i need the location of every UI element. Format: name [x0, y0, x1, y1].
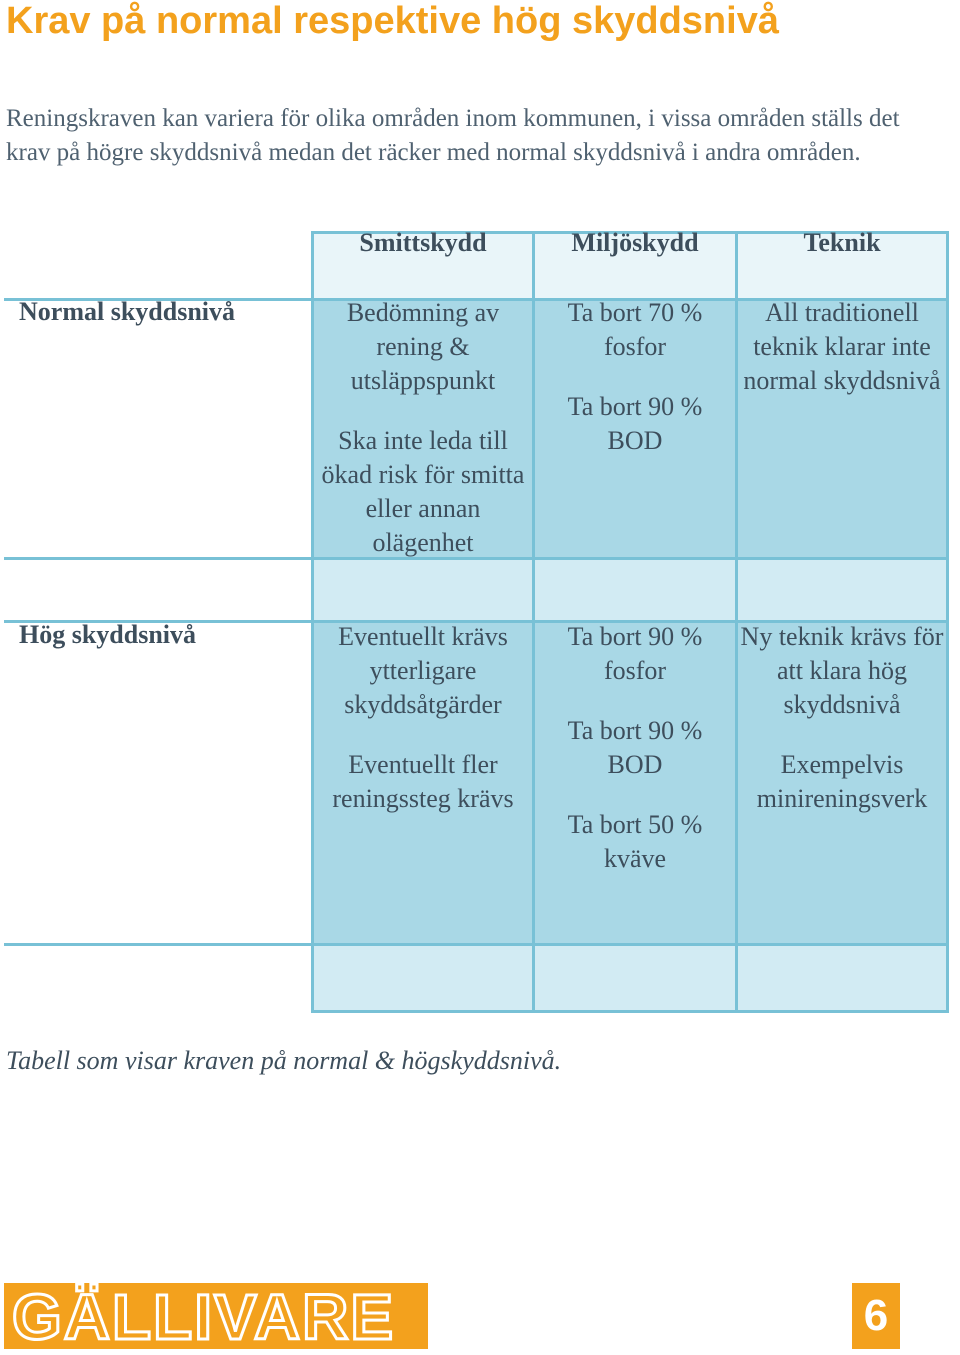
cell-paragraph: Exempelvis minireningsverk [756, 750, 928, 813]
spacer-cell-3 [735, 557, 949, 623]
cell-paragraph: Ta bort 90 % BOD [567, 392, 703, 455]
table-caption: Tabell som visar kraven på normal & högskyddsnivå. [6, 1046, 562, 1075]
bottom-cell-2 [532, 943, 738, 1013]
spacer-cell-2 [532, 557, 738, 623]
cell-paragraph: Ny teknik krävs för att klara hög skyddsnivå [740, 622, 944, 719]
bottom-cell-1 [311, 943, 535, 1013]
high-teknik-text [740, 620, 944, 816]
normal-teknik-text [740, 296, 944, 398]
cell-paragraph: Ska inte leda till ökad risk för smitta eller annan olägenhet [321, 426, 525, 557]
column-header-teknik: Teknik [803, 228, 881, 257]
normal-miljoskydd-text [540, 296, 730, 458]
page-number: 6 [852, 1283, 900, 1349]
cell-paragraph: Ta bort 70 % fosfor [567, 298, 703, 361]
cell-paragraph: Ta bort 90 % fosfor [567, 622, 703, 685]
row-divider [4, 943, 314, 946]
cell-paragraph: Eventuellt krävs ytterligare skyddsåtgärder [338, 622, 508, 719]
cell-paragraph: Eventuellt fler reningssteg krävs [332, 750, 514, 813]
cell-paragraph: All traditionell teknik klarar inte normal skyddsnivå [743, 298, 941, 395]
high-miljoskydd-text [540, 620, 730, 876]
bottom-cell-3 [735, 943, 949, 1013]
cell-paragraph: Bedömning av rening & utsläppspunkt [346, 298, 500, 395]
logo-wordmark: GÄLLIVARE [12, 1283, 396, 1349]
column-header-miljoskydd: Miljöskydd [571, 228, 699, 257]
row-label-high: Hög skyddsnivå [19, 620, 197, 649]
gallivare-logo [4, 1283, 428, 1349]
normal-smittskydd-text [316, 296, 530, 560]
page-title: Krav på normal respektive hög skyddsnivå [6, 0, 779, 42]
spacer-cell-1 [311, 557, 535, 623]
high-smittskydd-text [316, 620, 530, 816]
cell-paragraph: Ta bort 90 % BOD [567, 716, 703, 779]
row-label-normal: Normal skyddsnivå [19, 297, 235, 326]
cell-paragraph: Ta bort 50 % kväve [567, 810, 703, 873]
column-header-smittskydd: Smittskydd [359, 228, 487, 257]
row-divider [4, 557, 314, 560]
intro-paragraph: Reningskraven kan variera för olika områden inom kommunen, i vissa områden ställs det krav på högre skyddsnivå medan det räcker med normal skyddsnivå i andra områden. [6, 105, 900, 166]
